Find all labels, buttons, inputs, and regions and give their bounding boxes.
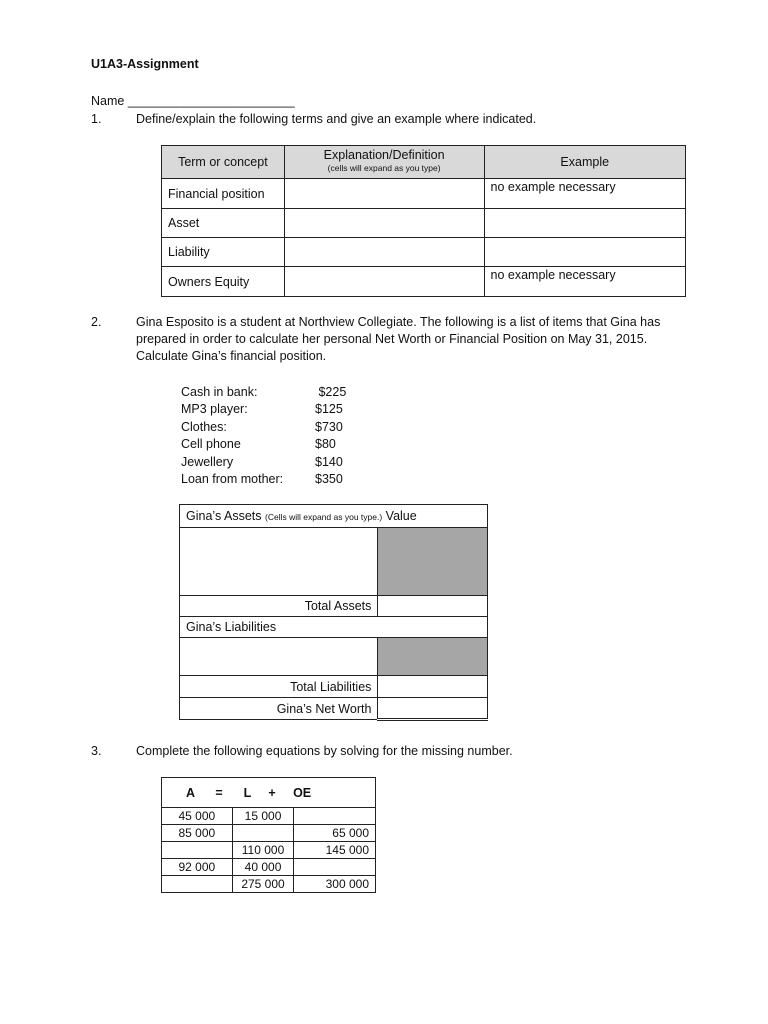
total-liabilities-row: [180, 676, 488, 698]
term-cell: Owners Equity: [162, 267, 285, 297]
net-worth-row: [180, 698, 488, 720]
header-a: A: [186, 785, 195, 800]
item-label: Cash in bank:: [181, 384, 258, 399]
assets-header: Gina’s Assets: [186, 509, 262, 523]
total-assets-value[interactable]: [378, 596, 488, 617]
example-cell[interactable]: no example necessary: [484, 267, 686, 297]
equation-header-row: [162, 778, 376, 808]
liabilities-header: Gina’s Liabilities: [180, 617, 488, 638]
item-label: Clothes:: [181, 419, 227, 434]
assets-header-row: [180, 505, 488, 528]
example-cell[interactable]: [484, 209, 686, 238]
oe-cell[interactable]: 65 000: [294, 825, 376, 842]
header-equals: =: [215, 785, 223, 800]
table-row: [162, 238, 686, 267]
net-worth-table: [179, 504, 488, 721]
q1-text: Define/explain the following terms and give an example where indicated.: [136, 112, 537, 126]
table-row: [162, 825, 376, 842]
list-item: [181, 418, 365, 436]
total-assets-row: [180, 596, 488, 617]
item-label: Cell phone: [181, 437, 241, 452]
l-cell[interactable]: 15 000: [232, 808, 294, 825]
list-item: [181, 471, 365, 489]
name-field[interactable]: Name ________________________: [91, 94, 295, 108]
net-worth-label: Gina’s Net Worth: [180, 698, 378, 720]
item-value: $225: [315, 384, 347, 399]
explanation-cell[interactable]: [284, 179, 484, 209]
total-liabilities-label: Total Liabilities: [180, 676, 378, 698]
assets-value-cell[interactable]: [378, 528, 488, 596]
l-cell[interactable]: 40 000: [232, 859, 294, 876]
terms-table-header: [162, 146, 686, 179]
item-label: Jewellery: [181, 454, 234, 469]
net-worth-value[interactable]: [378, 698, 488, 720]
item-value: $730: [315, 419, 343, 434]
oe-cell[interactable]: 145 000: [294, 842, 376, 859]
item-value: $80: [315, 437, 336, 452]
liabilities-entry-row: [180, 638, 488, 676]
table-row: [162, 267, 686, 297]
header-l: L: [243, 785, 251, 800]
col-explanation-label: Explanation/Definition: [323, 148, 445, 162]
list-item: [181, 453, 365, 471]
header-plus: +: [268, 785, 276, 800]
explanation-cell[interactable]: [284, 238, 484, 267]
item-value: $125: [315, 402, 343, 417]
item-list: [181, 383, 365, 488]
col-term-header: Term or concept: [162, 146, 285, 179]
assets-header-cell: [180, 505, 488, 528]
a-cell[interactable]: 45 000: [162, 808, 233, 825]
item-label: Loan from mother:: [181, 472, 284, 487]
q1-number: 1.: [91, 112, 102, 126]
assets-entry-row: [180, 528, 488, 596]
terms-table: [161, 145, 686, 297]
example-cell[interactable]: [484, 238, 686, 267]
q3-text: Complete the following equations by solving for the missing number.: [136, 744, 513, 758]
a-cell[interactable]: 92 000: [162, 859, 233, 876]
q3-number: 3.: [91, 744, 102, 758]
oe-cell[interactable]: 300 000: [294, 876, 376, 893]
oe-cell[interactable]: [294, 859, 376, 876]
item-value: $140: [315, 454, 343, 469]
table-row: [162, 842, 376, 859]
liabilities-entry-cell[interactable]: [180, 638, 378, 676]
a-cell[interactable]: [162, 876, 233, 893]
item-value: $350: [315, 472, 343, 487]
list-item: [181, 436, 365, 454]
assets-note: (Cells will expand as you type.): [265, 512, 383, 522]
value-header: Value: [385, 509, 417, 523]
term-cell: Financial position: [162, 179, 285, 209]
term-cell: Asset: [162, 209, 285, 238]
q2-number: 2.: [91, 315, 102, 329]
col-example-header: Example: [484, 146, 686, 179]
table-row: [162, 859, 376, 876]
header-oe: OE: [293, 785, 312, 800]
liabilities-header-row: [180, 617, 488, 638]
liabilities-value-cell[interactable]: [378, 638, 488, 676]
explanation-cell[interactable]: [284, 267, 484, 297]
l-cell[interactable]: 275 000: [232, 876, 294, 893]
page-title: U1A3-Assignment: [91, 57, 199, 71]
oe-cell[interactable]: [294, 808, 376, 825]
item-label: MP3 player:: [181, 402, 248, 417]
assets-entry-cell[interactable]: [180, 528, 378, 596]
q2-line-3: Calculate Gina’s financial position.: [136, 349, 327, 363]
list-item: [181, 401, 365, 419]
q2-line-1: Gina Esposito is a student at Northview Collegiate. The following is a list of items that Gina has: [136, 315, 661, 329]
a-cell[interactable]: [162, 842, 233, 859]
explanation-cell[interactable]: [284, 209, 484, 238]
term-cell: Liability: [162, 238, 285, 267]
equation-header: [162, 778, 376, 808]
col-explanation-header: [284, 146, 484, 179]
col-explanation-note: (cells will expand as you type): [327, 163, 441, 173]
q2-line-2: prepared in order to calculate her personal Net Worth or Financial Position on May 31, 2015.: [136, 332, 648, 346]
table-row: [162, 179, 686, 209]
total-assets-label: Total Assets: [180, 596, 378, 617]
list-item: [181, 383, 365, 401]
table-row: [162, 876, 376, 893]
example-cell[interactable]: no example necessary: [484, 179, 686, 209]
total-liabilities-value[interactable]: [378, 676, 488, 698]
equation-table: [161, 777, 376, 893]
table-row: [162, 209, 686, 238]
l-cell[interactable]: 110 000: [232, 842, 294, 859]
a-cell[interactable]: 85 000: [162, 825, 233, 842]
l-cell[interactable]: [232, 825, 294, 842]
table-row: [162, 808, 376, 825]
